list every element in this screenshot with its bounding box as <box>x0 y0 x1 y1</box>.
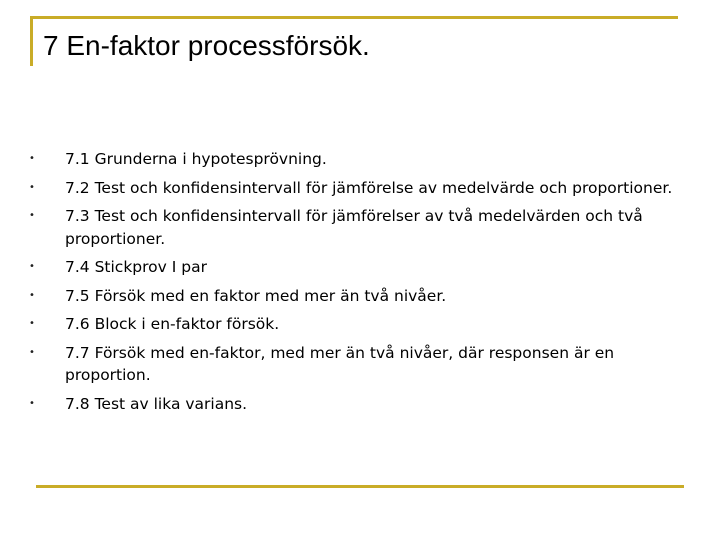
list-item <box>0 285 680 308</box>
list-item <box>0 205 680 250</box>
list-item-text: 7.4 Stickprov I par <box>65 258 207 276</box>
list-item-text: 7.1 Grunderna i hypotesprövning. <box>65 150 327 168</box>
list-item-text: 7.8 Test av lika varians. <box>65 394 248 413</box>
bottom-rule <box>36 485 684 488</box>
bullet-icon: • <box>29 289 35 301</box>
list-item-text: 7.3 Test och konfidensintervall för jämförelser av två medelvärden och två proportioner. <box>65 207 643 248</box>
list-item-text: 7.6 Block i en-faktor försök. <box>65 315 280 333</box>
bullet-icon: • <box>29 210 35 221</box>
slide-title: 7 En-faktor processförsök. <box>43 30 370 61</box>
list-item-text: 7.2 Test och konfidensintervall för jämförelse av medelvärde och proportioner. <box>65 178 673 197</box>
bullet-icon: • <box>29 318 35 329</box>
list-item <box>0 177 680 200</box>
bullet-icon: • <box>29 261 35 272</box>
bullet-icon: • <box>29 397 35 409</box>
list-item-text: 7.5 Försök med en faktor med mer än två nivåer. <box>65 286 447 305</box>
left-rule <box>30 16 33 66</box>
bullet-icon: • <box>29 346 35 358</box>
bullet-icon: • <box>29 153 35 164</box>
top-rule <box>30 16 678 19</box>
bullet-icon: • <box>29 181 35 193</box>
list-item <box>0 256 680 279</box>
list-item-text: 7.7 Försök med en-faktor, med mer än två nivåer, där responsen är en proportion. <box>65 343 615 384</box>
list-item <box>0 148 680 171</box>
list-item <box>0 393 680 416</box>
list-item <box>0 313 680 336</box>
bullet-list <box>0 148 720 421</box>
list-item <box>0 342 680 387</box>
